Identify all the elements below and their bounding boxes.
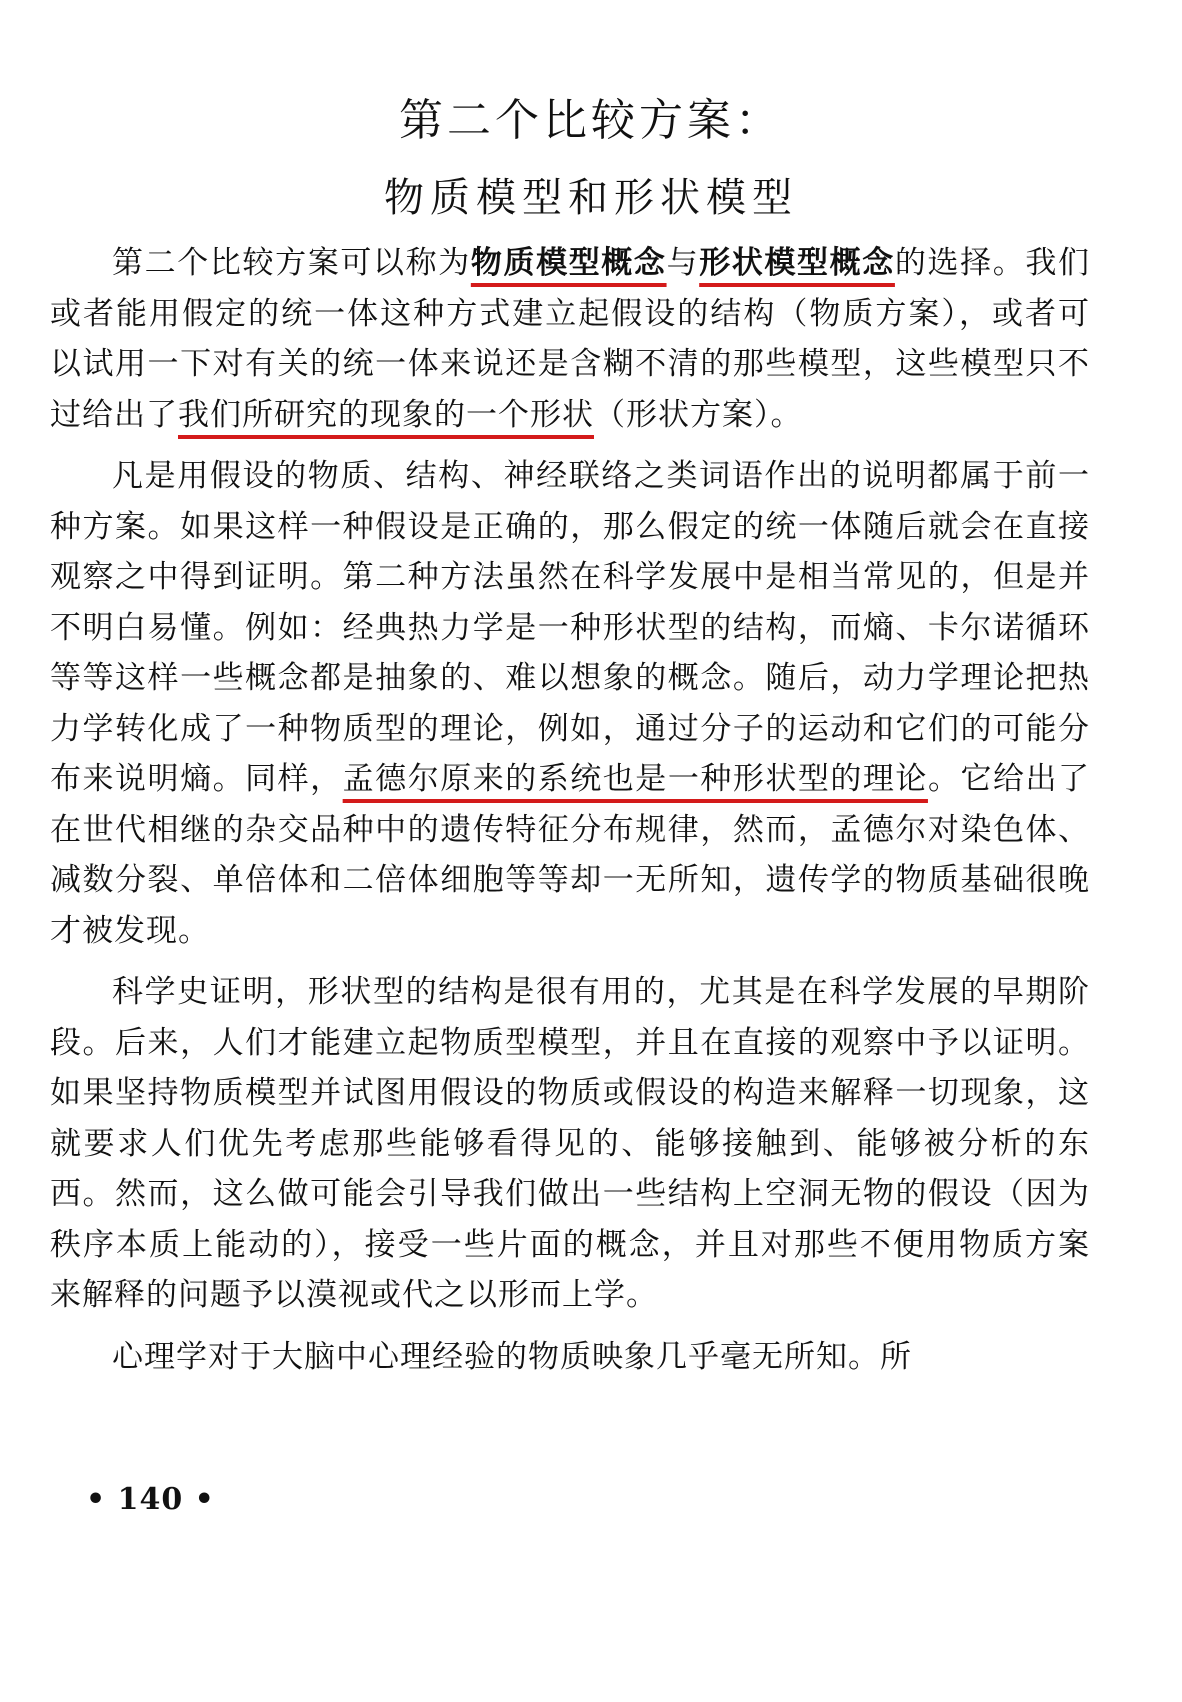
p2-text-b: 。它给出了在世代相继的杂交品种中的遗传特征分布规律，然而，孟德尔对染色体、减数分裂、单倍体和二倍体细胞等等却一无所知，遗传学的物质基础很晚才被发现。: [50, 761, 1091, 949]
p1-text-c: 的选择。我们或者能用假定的统一体这种方式建立起假设的结构（物质方案），或者可以试用一下对有关的统一体来说还是含糊不清的那些模型，这些模型只不过给出了: [50, 245, 1091, 433]
p1-text-b: 与: [666, 245, 700, 281]
p1-bold-term-material: 物质模型概念: [470, 245, 667, 281]
paragraph-3: 科学史证明，形状型的结构是很有用的，尤其是在科学发展的早期阶段。后来，人们才能建立起物质型模型，并且在直接的观察中予以证明。如果坚持物质模型并试图用假设的物质或假设的构造来解释一切现象，这就要求人们优先考虑那些能够看得见的、能够接触到、能够被分析的东西。然而，这么做可能会引导我们做出一些结构上空洞无物的假设（因为秩序本质上能动的），接受一些片面的概念，并且对那些不便用物质方案来解释的问题予以漠视或代之以形而上学。: [50, 974, 1090, 1313]
p1-bold-term-shape: 形状模型概念: [699, 245, 895, 281]
section-subtitle: 物质模型和形状模型: [384, 175, 798, 221]
p2-underlined-phrase: 孟德尔原来的系统也是一种形状型的理论: [342, 761, 928, 797]
p1-underlined-phrase: 我们所研究的现象的一个形状: [178, 396, 594, 433]
p1-text-d: （形状方案）。: [594, 396, 803, 433]
p2-text-a: 凡是用假设的物质、结构、神经联络之类词语作出的说明都属于前一种方案。如果这样一种假设是正确的，那么假定的统一体随后就会在直接观察之中得到证明。第二种方法虽然在科学发展中是相当常见的，但是并不明白易懂。例如：经典热力学是一种形状型的结构，而熵、卡尔诺循环等等这样一些概念都是抽象的、难以想象的概念。随后，动力学理论把热力学转化成了一种物质型的理论，例如，通过分子的运动和它们的可能分布来说明熵。同样，: [50, 458, 1090, 797]
section-title: 第二个比较方案：: [399, 95, 783, 146]
paragraph-1: [50, 238, 1090, 440]
paragraph-2: [50, 451, 1090, 956]
page-number: • 140 •: [86, 1482, 215, 1517]
paragraph-4: 心理学对于大脑中心理经验的物质映象几乎毫无所知。所: [112, 1338, 912, 1375]
p1-text-a: 第二个比较方案可以称为: [112, 245, 471, 281]
body-text: [50, 238, 1090, 1393]
